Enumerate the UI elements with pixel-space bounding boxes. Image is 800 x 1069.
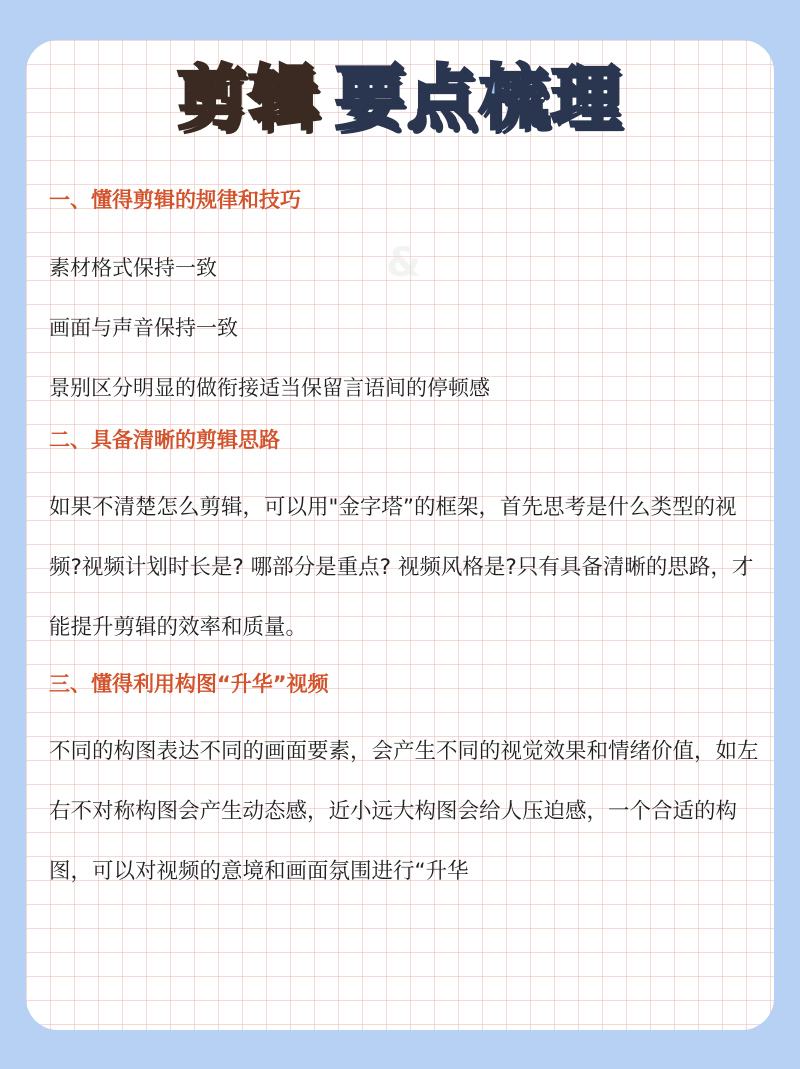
page-title xyxy=(26,56,774,140)
title-part-summary: 要点梳理 xyxy=(335,57,623,139)
section-heading-1: 一、懂得剪辑的规律和技巧 xyxy=(49,188,301,212)
section-heading-2: 二、具备清晰的剪辑思路 xyxy=(49,428,280,452)
watermark: & xyxy=(386,240,421,286)
article-body xyxy=(49,178,759,902)
content-card xyxy=(26,40,774,1030)
list-item: 景别区分明显的做衔接适当保留言语间的停顿感 xyxy=(49,376,490,400)
title-part-editing: 剪辑 xyxy=(177,57,321,139)
list-item: 画面与声音保持一致 xyxy=(49,316,238,340)
section-paragraph-3: 不同的构图表达不同的画面要素，会产生不同的视觉效果和情绪价值，如左右不对称构图会产生动态感，近小远大构图会给人压迫感，一个合适的构图，可以对视频的意境和画面氛围进行“升华 xyxy=(49,739,759,884)
section-heading-3: 三、懂得利用构图“升华”视频 xyxy=(49,672,329,696)
section-paragraph-2: 如果不清楚怎么剪辑，可以用"金字塔”的框架，首先思考是什么类型的视频?视频计划时长是? 哪部分是重点? 视频风格是?只有具备清晰的思路，才能提升剪辑的效率和质量。 xyxy=(49,495,754,640)
list-item: 素材格式保持一致 xyxy=(49,256,217,280)
